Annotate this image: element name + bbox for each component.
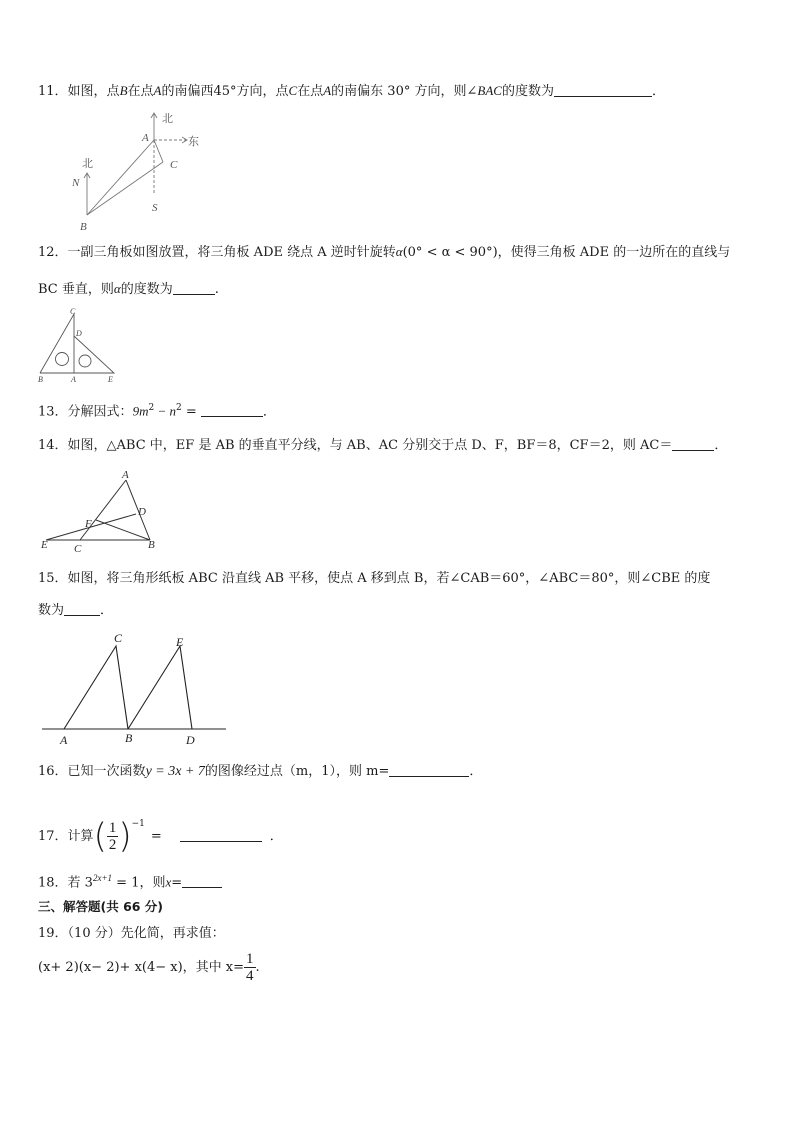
q16-end: ．	[469, 764, 483, 779]
q12-line1	[38, 243, 730, 262]
q12-number: 12．	[38, 245, 68, 260]
q14-part: 如图，△ABC 中，EF 是 AB 的垂直平分线，与 AB、AC 分别交于点 D、F，BF＝8，CF＝2，则 AC＝	[67, 438, 673, 453]
q12-label-C: C	[70, 307, 76, 316]
q11-angle: BAC	[477, 83, 502, 98]
q11-label-north1: 北	[162, 113, 173, 125]
q15-triangle-ABC	[64, 646, 128, 729]
q12-part: 的度数为	[120, 282, 173, 297]
q17-part: 计算	[67, 829, 94, 844]
q11-label-N: N	[72, 177, 80, 189]
q18-equals: =	[171, 875, 183, 891]
q17-end: ．	[269, 829, 283, 844]
q19-line2	[38, 948, 260, 988]
q16-text	[38, 763, 482, 781]
q12-circle-right	[79, 355, 91, 367]
q15-label-C: C	[114, 631, 123, 645]
q14-label-D: D	[138, 506, 146, 518]
q11-point: B	[119, 83, 128, 98]
q12-label-A: A	[71, 375, 76, 384]
q19-expression: (x+ 2)(x− 2)+ x(4− x)，其中 x=	[38, 960, 245, 975]
q18-part: = 1，则	[112, 875, 166, 891]
q11-label-A: A	[142, 132, 149, 144]
q11-label-east: 东	[188, 136, 199, 148]
q11-figure	[66, 108, 206, 234]
q19-line1	[38, 925, 225, 943]
q18-answer-blank[interactable]	[182, 875, 222, 888]
q14-label-A: A	[122, 469, 129, 481]
q12-alpha: α	[395, 244, 403, 259]
q19-number: 19．	[38, 926, 68, 941]
q12-alpha: α	[113, 281, 121, 296]
q18-exponent: 2x+1	[92, 873, 113, 883]
q18-number: 18．	[38, 875, 68, 891]
q16-answer-blank[interactable]	[389, 764, 469, 777]
q15-end: ．	[100, 603, 114, 618]
q11-point: A	[153, 83, 162, 98]
q16-function: y = 3x + 7	[145, 764, 205, 779]
q12-triangle-ABC	[40, 314, 74, 373]
q13-answer-blank[interactable]	[201, 404, 263, 417]
q12-triangle-ADE	[74, 336, 114, 373]
q19-denominator: 4	[246, 968, 254, 984]
q17-exponent: −1	[131, 819, 145, 829]
q13-end: ．	[262, 404, 276, 420]
q11-label-north2: 北	[82, 158, 93, 170]
q14-seg-FB	[96, 520, 150, 540]
q12-line2	[38, 280, 219, 299]
q12-figure	[36, 306, 122, 386]
q11-seg-AC	[154, 140, 163, 162]
q17-paren-right: )	[118, 816, 132, 857]
q19-numerator: 1	[246, 951, 254, 967]
q15-label-E: E	[176, 635, 184, 649]
q11-label-C: C	[170, 159, 178, 171]
q16-part: 已知一次函数	[67, 764, 146, 779]
q11-part: 的南偏东 30° 方向，则∠	[331, 84, 478, 99]
q12-range: (0° < α < 90°)	[402, 245, 498, 260]
q17-answer-blank[interactable]	[180, 829, 262, 842]
q18-variable: x	[165, 874, 172, 890]
q11-text	[38, 82, 665, 101]
q13-equals: =	[181, 404, 201, 420]
q11-point: A	[323, 83, 332, 98]
q19-fraction	[244, 951, 256, 984]
q17-paren-left: (	[93, 816, 107, 857]
q11-number: 11．	[38, 84, 68, 99]
q15-figure	[38, 628, 234, 748]
q13-term: 9m	[132, 403, 149, 419]
q12-answer-blank[interactable]	[173, 282, 215, 295]
q14-answer-blank[interactable]	[672, 438, 714, 451]
q13-exponent: 2	[175, 403, 182, 413]
section-title: 三、解答题(共 66 分)	[38, 899, 164, 914]
q19-part: （10 分）先化简，再求值：	[67, 926, 225, 941]
q12-end: .	[214, 282, 219, 297]
q12-part: 一副三角板如图放置，将三角板 ADE 绕点 A 逆时针旋转	[67, 245, 396, 260]
q13-text	[38, 399, 276, 421]
q11-point: C	[288, 83, 298, 98]
q17-fraction	[107, 820, 119, 853]
q11-answer-blank[interactable]	[554, 84, 652, 97]
q13-exponent: 2	[148, 403, 155, 413]
q11-part: 的南偏西45°方向，点	[161, 84, 289, 99]
q13-number: 13．	[38, 404, 68, 420]
q15-line2	[38, 602, 113, 620]
q12-circle-left	[56, 353, 69, 366]
q12-part: BC 垂直，则	[38, 282, 114, 297]
q17-equals: =	[150, 829, 162, 844]
q15-number: 15．	[38, 571, 68, 586]
q17-text	[38, 804, 283, 857]
q14-label-C: C	[74, 543, 82, 554]
q14-side-CA	[80, 480, 126, 540]
q15-answer-blank[interactable]	[64, 603, 100, 616]
q11-part: 在点	[127, 84, 154, 99]
q11-label-B: B	[80, 221, 87, 233]
q14-label-F: F	[85, 518, 92, 530]
q11-part: 的度数为	[501, 84, 554, 99]
q15-part: 如图，将三角形纸板 ABC 沿直线 AB 平移，使点 A 移到点 B，若∠CAB＝60°，∠ABC＝80°，则∠CBE 的度	[67, 571, 711, 586]
q11-part: 在点	[297, 84, 324, 99]
q18-text	[38, 869, 222, 892]
q17-denominator: 2	[108, 837, 117, 853]
q12-label-E: E	[108, 375, 113, 384]
q17-number: 17．	[38, 829, 68, 844]
q18-part: 若 3	[67, 875, 93, 891]
q12-part: ，使得三角板 ADE 的一边所在的直线与	[497, 245, 731, 260]
q11-seg-AB	[87, 140, 154, 215]
q14-number: 14．	[38, 438, 68, 453]
q15-label-A: A	[60, 733, 68, 747]
q14-label-B: B	[148, 539, 155, 551]
q15-line1	[38, 570, 710, 588]
q14-figure	[38, 468, 164, 554]
q14-end: ．	[714, 438, 728, 453]
q16-number: 16．	[38, 764, 68, 779]
q19-end: .	[255, 960, 260, 975]
q14-label-E: E	[41, 539, 48, 551]
q13-term: − n	[154, 403, 176, 419]
q12-label-D: D	[76, 329, 82, 338]
q15-part: 数为	[38, 603, 65, 618]
q12-label-B: B	[38, 375, 43, 384]
q17-numerator: 1	[108, 820, 117, 836]
q11-part: 如图，点	[67, 84, 120, 99]
q14-text	[38, 437, 727, 455]
q15-label-B: B	[125, 731, 133, 745]
q15-label-D: D	[186, 733, 195, 747]
q11-end: ．	[651, 84, 665, 99]
q11-label-S: S	[152, 202, 158, 214]
q16-part: 的图像经过点（m，1），则 m=	[204, 764, 390, 779]
q15-triangle-BDE	[128, 646, 192, 729]
q13-part: 分解因式：	[67, 404, 133, 420]
